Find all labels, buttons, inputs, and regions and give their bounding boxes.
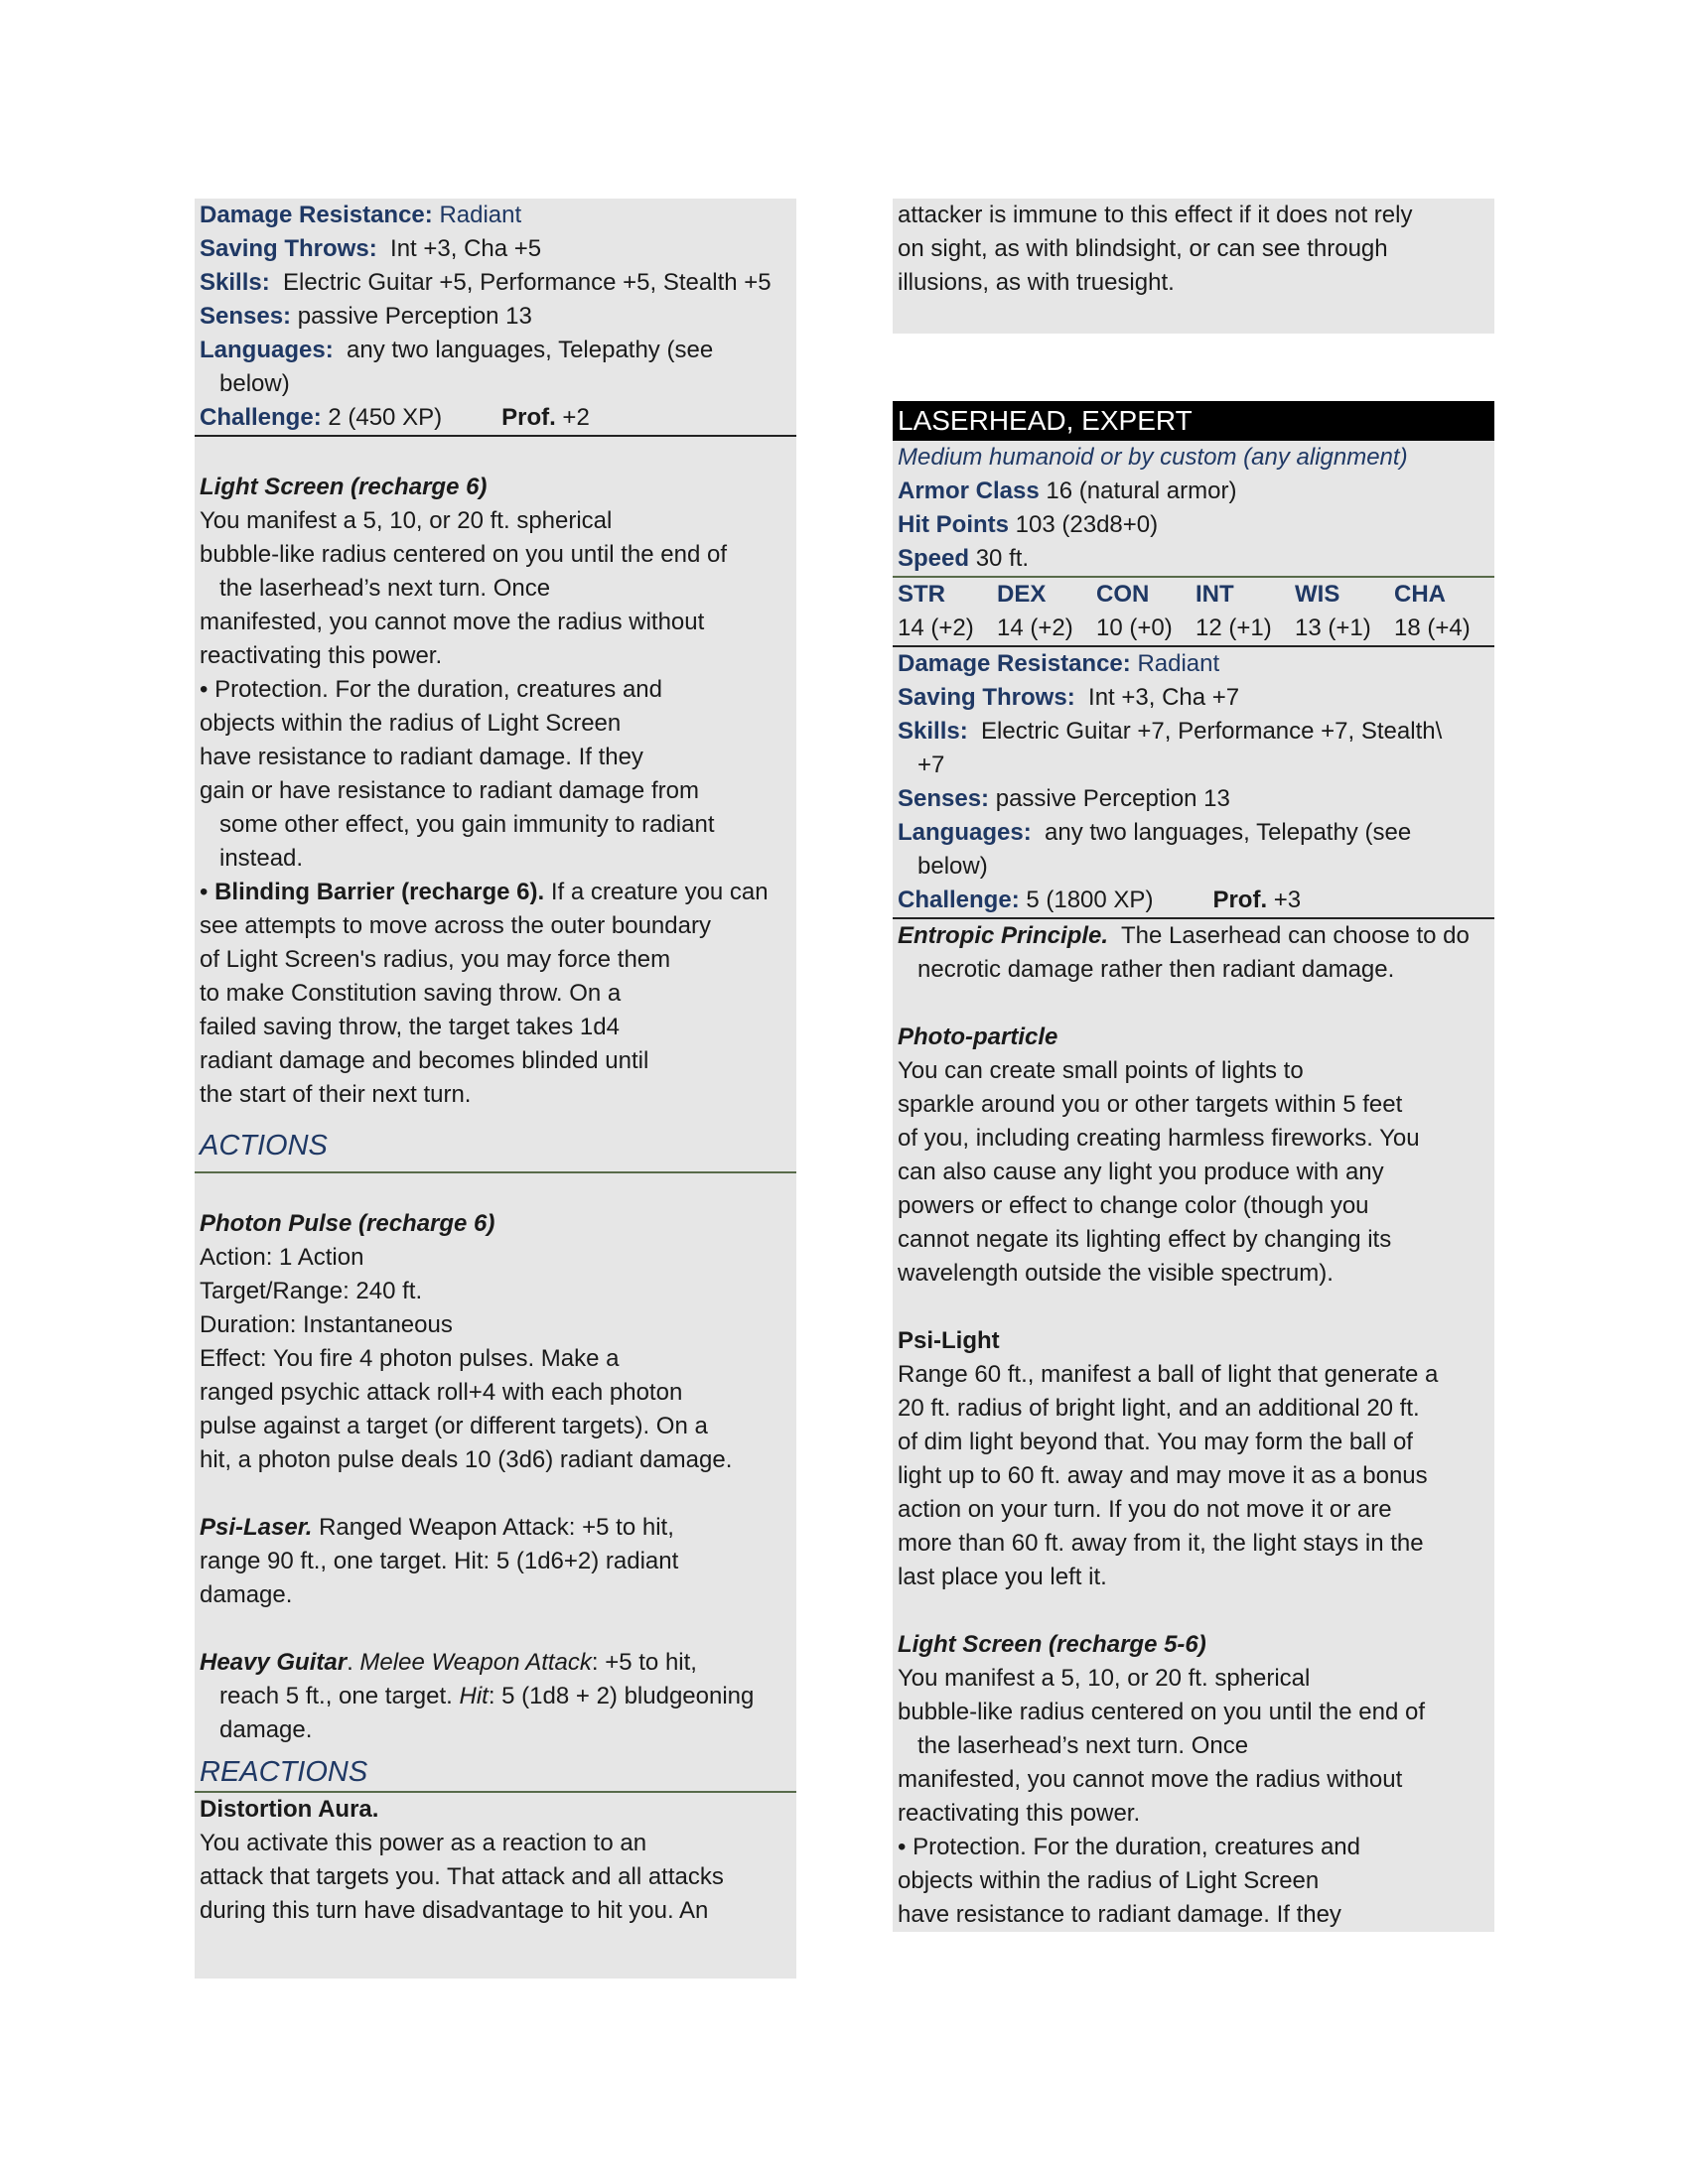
text-line: manifested, you cannot move the radius without [898,1766,1403,1793]
text-line: the start of their next turn. [200,1081,472,1108]
text-line: objects within the radius of Light Screen [200,710,622,737]
ability-scores [893,578,1494,645]
light-screen-line-2: bubble-like radius centered on you until the end of [898,1699,1426,1725]
text-line: wavelength outside the visible spectrum). [898,1260,1334,1287]
text-line: Target/Range: 240 ft. [200,1278,423,1304]
ability-score: 14 (+2) [898,614,974,641]
light-screen-text [898,1763,1486,1932]
text-line: last place you left it. [898,1564,1107,1590]
psi-laser-row: Psi-Laser. Ranged Weapon Attack: +5 to hit, [200,1514,674,1541]
left-column [195,199,796,1979]
text-line: have resistance to radiant damage. If they [898,1901,1341,1928]
text-line: light up to 60 ft. away and may move it as a bonus [898,1462,1428,1489]
ability-name: CHA [1394,581,1446,608]
skills-row-cont: +7 [917,751,945,778]
ability-con [1096,578,1196,645]
damage-resistance-row: Damage Resistance: Radiant [200,202,522,228]
light-screen-title: Light Screen (recharge 5-6) [898,1631,1206,1658]
text-line: more than 60 ft. away from it, the light stays in the [898,1530,1424,1557]
text-line: of Light Screen's radius, you may force them [200,946,671,973]
heavy-guitar-row: Heavy Guitar. Melee Weapon Attack: +5 to hit, [200,1649,697,1676]
ability-score: 14 (+2) [997,614,1073,641]
entropic-row-2: necrotic damage rather then radiant damage. [917,956,1395,983]
text-line: You activate this power as a reaction to an [200,1830,647,1856]
text-line: 20 ft. radius of bright light, and an additional 20 ft. [898,1395,1420,1422]
text-line: ranged psychic attack roll+4 with each photon [200,1379,683,1406]
text-line: hit, a photon pulse deals 10 (3d6) radiant damage. [200,1446,733,1473]
text-line: have resistance to radiant damage. If they [200,744,643,770]
text-line: radiant damage and becomes blinded until [200,1047,649,1074]
text-line: on sight, as with blindsight, or can see through [898,235,1388,262]
creature-type: Medium humanoid or by custom (any alignment) [898,444,1408,471]
text-line: sparkle around you or other targets within 5 feet [898,1091,1403,1118]
damage-resistance-row: Damage Resistance: Radiant [898,650,1220,677]
text-line: attacker is immune to this effect if it does not rely [898,202,1413,228]
ability-name: STR [898,581,945,608]
text-line: powers or effect to change color (though you [898,1192,1369,1219]
text-line: pulse against a target (or different targets). On a [200,1413,708,1439]
text-line: manifested, you cannot move the radius without [200,609,705,635]
psi-light-title: Psi-Light [898,1327,1000,1354]
text-line: reactivating this power. [898,1800,1141,1827]
ability-score: 10 (+0) [1096,614,1173,641]
light-screen-line-1: You manifest a 5, 10, or 20 ft. spherical [898,1665,1311,1692]
text-line: failed saving throw, the target takes 1d4 [200,1014,620,1040]
light-screen-title: Light Screen (recharge 6) [200,474,488,500]
text-line: You manifest a 5, 10, or 20 ft. spherical [200,507,613,534]
ability-int [1196,578,1295,645]
text-line: the laserhead’s next turn. Once [219,575,551,602]
languages-row-cont: below) [917,853,988,880]
speed-row: Speed 30 ft. [898,545,1030,572]
text-line: cannot negate its lighting effect by changing its [898,1226,1392,1253]
text-line: during this turn have disadvantage to hit you. An [200,1897,709,1924]
continuation-text [898,199,1486,300]
languages-row: Languages: any two languages, Telepathy (see [898,819,1412,846]
ability-name: CON [1096,581,1150,608]
photon-pulse-text [200,1241,788,1477]
saving-throws-row: Saving Throws: Int +3, Cha +7 [898,684,1240,711]
saving-throws-row: Saving Throws: Int +3, Cha +5 [200,235,542,262]
skills-row: Skills: Electric Guitar +5, Performance +5, Stealth +5 [200,269,772,296]
ability-cha [1394,578,1493,645]
text-line: Duration: Instantaneous [200,1311,453,1338]
stat-block-title: LASERHEAD, EXPERT [893,401,1494,441]
ability-wis [1295,578,1394,645]
ability-score: 13 (+1) [1295,614,1371,641]
ability-score: 18 (+4) [1394,614,1471,641]
armor-class-row: Armor Class 16 (natural armor) [898,478,1237,504]
ability-score: 12 (+1) [1196,614,1272,641]
text-line: of dim light beyond that. You may form the ball of [898,1429,1413,1455]
text-line: Action: 1 Action [200,1244,364,1271]
ability-name: DEX [997,581,1047,608]
text-line: bubble-like radius centered on you until the end of [200,541,728,568]
text-line: • Protection. For the duration, creatures and [200,676,662,703]
text-line: objects within the radius of Light Screen [898,1867,1320,1894]
text-line: to make Constitution saving throw. On a [200,980,622,1007]
text-line: You can create small points of lights to [898,1057,1304,1084]
text-line: see attempts to move across the outer boundary [200,912,711,939]
languages-row: Languages: any two languages, Telepathy (see [200,337,714,363]
text-line: range 90 ft., one target. Hit: 5 (1d6+2) radiant [200,1548,679,1574]
text-line: of you, including creating harmless fireworks. You [898,1125,1420,1152]
photo-particle-text [898,1054,1486,1291]
text-line: some other effect, you gain immunity to radiant [219,811,715,838]
senses-row: Senses: passive Perception 13 [898,785,1230,812]
light-screen-text [200,504,788,876]
text-line: Range 60 ft., manifest a ball of light that generate a [898,1361,1439,1388]
text-line: gain or have resistance to radiant damage from [200,777,699,804]
text-line: Effect: You fire 4 photon pulses. Make a [200,1345,620,1372]
ability-name: WIS [1295,581,1340,608]
distortion-aura-text [200,1827,788,1928]
right-column [893,199,1494,1935]
actions-heading: ACTIONS [195,1120,796,1173]
challenge-row: Challenge: 2 (450 XP) Prof. +2 [200,404,590,431]
skills-row: Skills: Electric Guitar +7, Performance +7, Stealth\ [898,718,1443,745]
text-line: illusions, as with truesight. [898,269,1175,296]
challenge-row: Challenge: 5 (1800 XP) Prof. +3 [898,887,1302,913]
heavy-guitar-row-3: damage. [219,1716,313,1743]
heavy-guitar-row-2: reach 5 ft., one target. Hit: 5 (1d8 + 2) bludgeoning [219,1683,755,1709]
reactions-heading: REACTIONS [195,1747,796,1793]
entropic-row: Entropic Principle. The Laserhead can choose to do [898,922,1470,949]
psi-laser-text [200,1545,788,1612]
senses-row: Senses: passive Perception 13 [200,303,532,330]
photon-pulse-title: Photon Pulse (recharge 6) [200,1210,495,1237]
blinding-barrier-text [200,909,788,1112]
light-screen-line-3: the laserhead’s next turn. Once [917,1732,1249,1759]
text-line: • Protection. For the duration, creatures and [898,1834,1360,1860]
ability-str [898,578,997,645]
text-line: can also cause any light you produce with any [898,1159,1384,1185]
ability-dex [997,578,1096,645]
hit-points-row: Hit Points 103 (23d8+0) [898,511,1159,538]
text-line: action on your turn. If you do not move it or are [898,1496,1392,1523]
text-line: damage. [200,1581,293,1608]
text-line: instead. [219,845,304,872]
languages-row-cont: below) [219,370,290,397]
distortion-aura-title: Distortion Aura. [200,1796,379,1823]
photo-particle-title: Photo-particle [898,1024,1058,1050]
ability-name: INT [1196,581,1234,608]
text-line: attack that targets you. That attack and all attacks [200,1863,724,1890]
psi-light-text [898,1358,1486,1594]
blinding-barrier-row: • Blinding Barrier (recharge 6). If a creature you can [200,879,769,905]
text-line: reactivating this power. [200,642,443,669]
